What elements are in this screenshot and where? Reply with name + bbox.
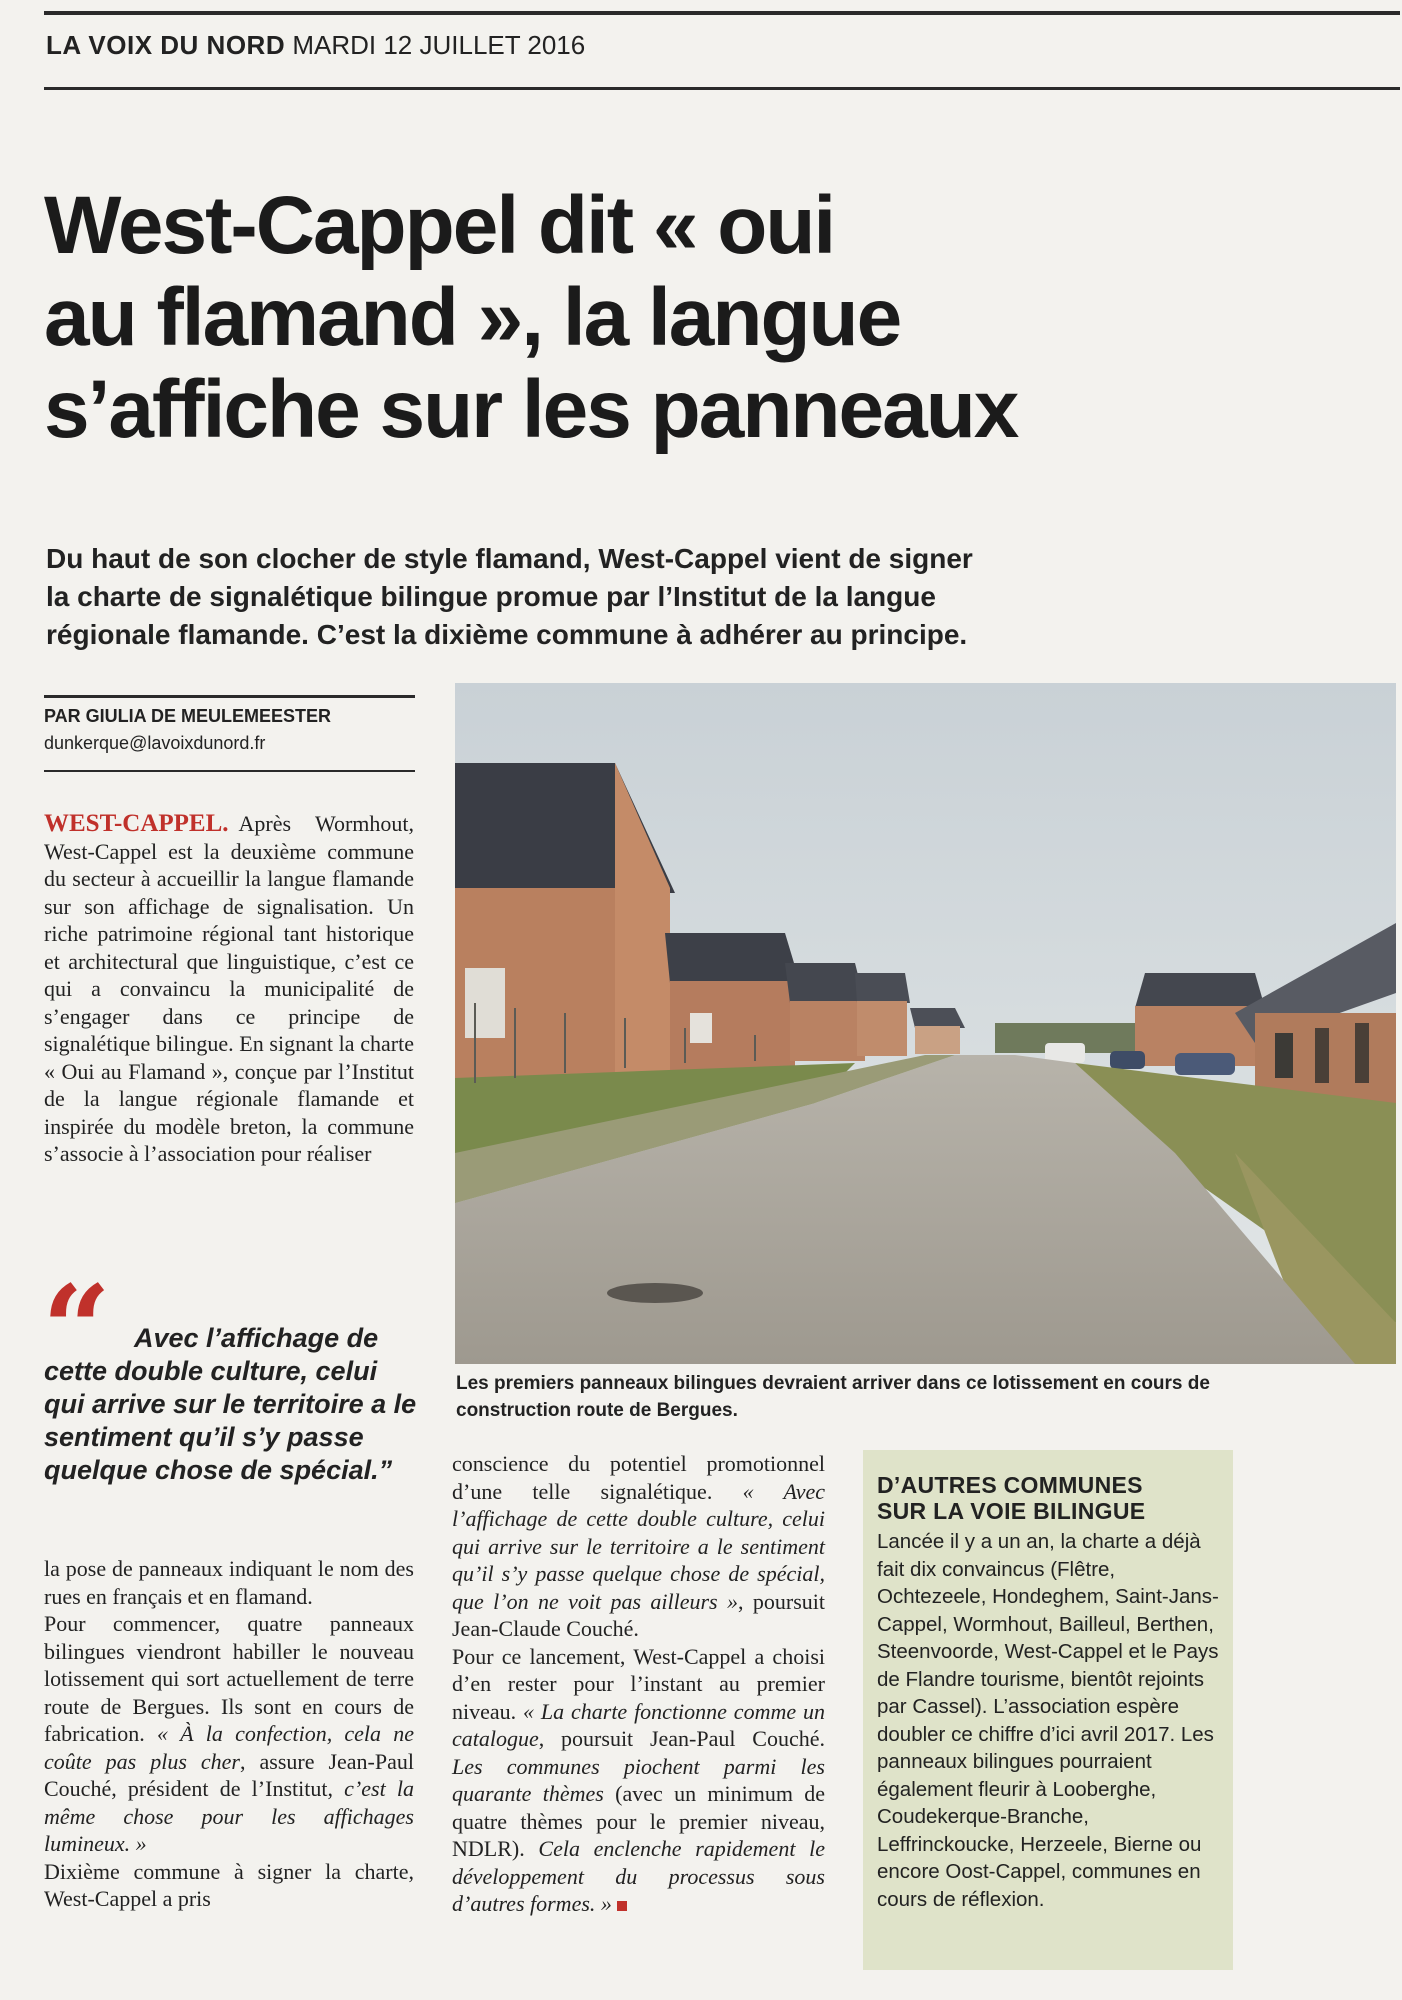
top-rule bbox=[44, 11, 1400, 15]
standfirst bbox=[46, 540, 1146, 654]
end-mark-icon bbox=[617, 1901, 627, 1911]
lede-paragraph bbox=[44, 810, 414, 1168]
body-column-2 bbox=[452, 1450, 825, 1918]
paragraph bbox=[452, 1450, 825, 1643]
lede-text: Après Wormhout, West-Cappel est la deuxième commune du secteur à accueillir la langue flamande sur son affichage de signalisation. Un riche patrimoine régional tant historique et architectural que linguistique, c’est ce qui a convaincu la municipalité de s’engager dans ce principe de signalétique bilingue. En signant la charte « Oui au Flamand », conçue par l’Institut de la langue régionale flamande et inspirée du modèle breton, la commune s’associe à l’association pour réaliser bbox=[44, 811, 414, 1166]
standfirst-line: régionale flamande. C’est la dixième commune à adhérer au principe. bbox=[46, 619, 968, 650]
headline-line: West-Cappel dit « oui bbox=[44, 180, 835, 271]
quote-run: c’est la même chose pour les affichages lumineux. » bbox=[44, 1776, 414, 1856]
body-column-1 bbox=[44, 1555, 414, 1913]
pull-quote bbox=[44, 1322, 424, 1487]
text-run: , poursuit Jean-Claude Couché. bbox=[452, 1588, 825, 1641]
pull-quote-text: cette double culture, celui qui arrive sur le territoire a le sentiment qu’il s’y passe quelque chose de spécial.” bbox=[44, 1356, 417, 1485]
standfirst-line: la charte de signalétique bilingue promue par l’Institut de la langue bbox=[46, 581, 936, 612]
quote-run: Les communes piochent parmi les quarante thèmes bbox=[452, 1753, 825, 1806]
text-run: , poursuit Jean-Paul Couché. bbox=[538, 1726, 825, 1751]
text-run: (avec un minimum de quatre thèmes pour le premier niveau, NDLR). bbox=[452, 1781, 826, 1861]
quote-run: Cela enclenche rapidement le développement du processus sous d’autres formes. » bbox=[452, 1836, 825, 1916]
paragraph bbox=[44, 1610, 414, 1858]
sidebar-body: Lancée il y a un an, la charte a déjà fait dix convaincus (Flêtre, Ochtezeele, Hondeghem, Saint-Jans-Cappel, Wormhout, Bailleul, Berthen, Steenvoorde, West-Cappel et le Pays de Flandre tourisme, bientôt rejoints par Cassel). L’association espère doubler ce chiffre d’ici avril 2017. Les panneaux bilingues pourraient également fleurir à Looberghe, Coudekerque-Branche, Leffrinckoucke, Herzeele, Bierne ou encore Oost-Cappel, communes en cours de réflexion. bbox=[877, 1530, 1219, 1911]
text-run: Pour commencer, quatre panneaux bilingues viendront habiller le nouveau lotissement qui sort actuellement de terre route de Bergues. Ils sont en cours de fabrication. bbox=[44, 1611, 414, 1746]
paragraph: la pose de panneaux indiquant le nom des rues en français et en flamand. bbox=[44, 1556, 414, 1609]
author-email: dunkerque@lavoixdunord.fr bbox=[44, 733, 266, 753]
sidebar-title bbox=[877, 1472, 1219, 1524]
headline-line: s’affiche sur les panneaux bbox=[44, 364, 1018, 455]
text-run: conscience du potentiel promotionnel d’une telle signalétique. bbox=[452, 1451, 825, 1504]
masthead-rule bbox=[44, 87, 1400, 90]
masthead bbox=[46, 30, 585, 61]
sidebar-title-line: SUR LA VOIE BILINGUE bbox=[877, 1498, 1146, 1524]
photo-caption: Les premiers panneaux bilingues devraient arriver dans ce lotissement en cours de construction route de Bergues. bbox=[456, 1373, 1210, 1421]
quote-run: « À la confection, cela ne coûte pas plus cher bbox=[44, 1721, 414, 1774]
quote-run: « La charte fonctionne comme un catalogue bbox=[452, 1698, 825, 1751]
dateline: WEST-CAPPEL. bbox=[44, 810, 229, 837]
byline-rule-bottom bbox=[44, 770, 415, 772]
text-run: , assure Jean-Paul Couché, président de l’Institut, bbox=[44, 1748, 414, 1801]
quote-mark-icon: “ bbox=[42, 1259, 112, 1400]
text-run: Pour ce lancement, West-Cappel a choisi d’en rester pour l’instant au premier niveau. bbox=[452, 1643, 825, 1724]
standfirst-line: Du haut de son clocher de style flamand, West-Cappel vient de signer bbox=[46, 543, 973, 574]
headline-line: au flamand », la langue bbox=[44, 272, 901, 363]
byline-rule-top bbox=[44, 695, 415, 698]
paragraph: Dixième commune à signer la charte, West-Cappel a pris bbox=[44, 1858, 414, 1911]
headline bbox=[44, 180, 1274, 456]
sidebar-box bbox=[863, 1450, 1233, 1970]
quote-run: « Avec l’affichage de cette double culture, celui qui arrive sur le territoire a le sentiment qu’il s’y passe quelque chose de spécial, que l’on ne voit pas ailleurs » bbox=[452, 1478, 825, 1614]
paragraph bbox=[452, 1643, 825, 1918]
article-photo bbox=[455, 683, 1396, 1364]
byline: PAR GIULIA DE MEULEMEESTER bbox=[44, 706, 332, 726]
pull-quote-first-line: Avec l’affichage de bbox=[134, 1323, 379, 1353]
issue-date: MARDI 12 JUILLET 2016 bbox=[292, 30, 586, 60]
street-photo bbox=[455, 683, 1396, 1364]
sidebar-title-line: D’AUTRES COMMUNES bbox=[877, 1472, 1143, 1498]
newspaper-name: LA VOIX DU NORD bbox=[46, 30, 286, 60]
